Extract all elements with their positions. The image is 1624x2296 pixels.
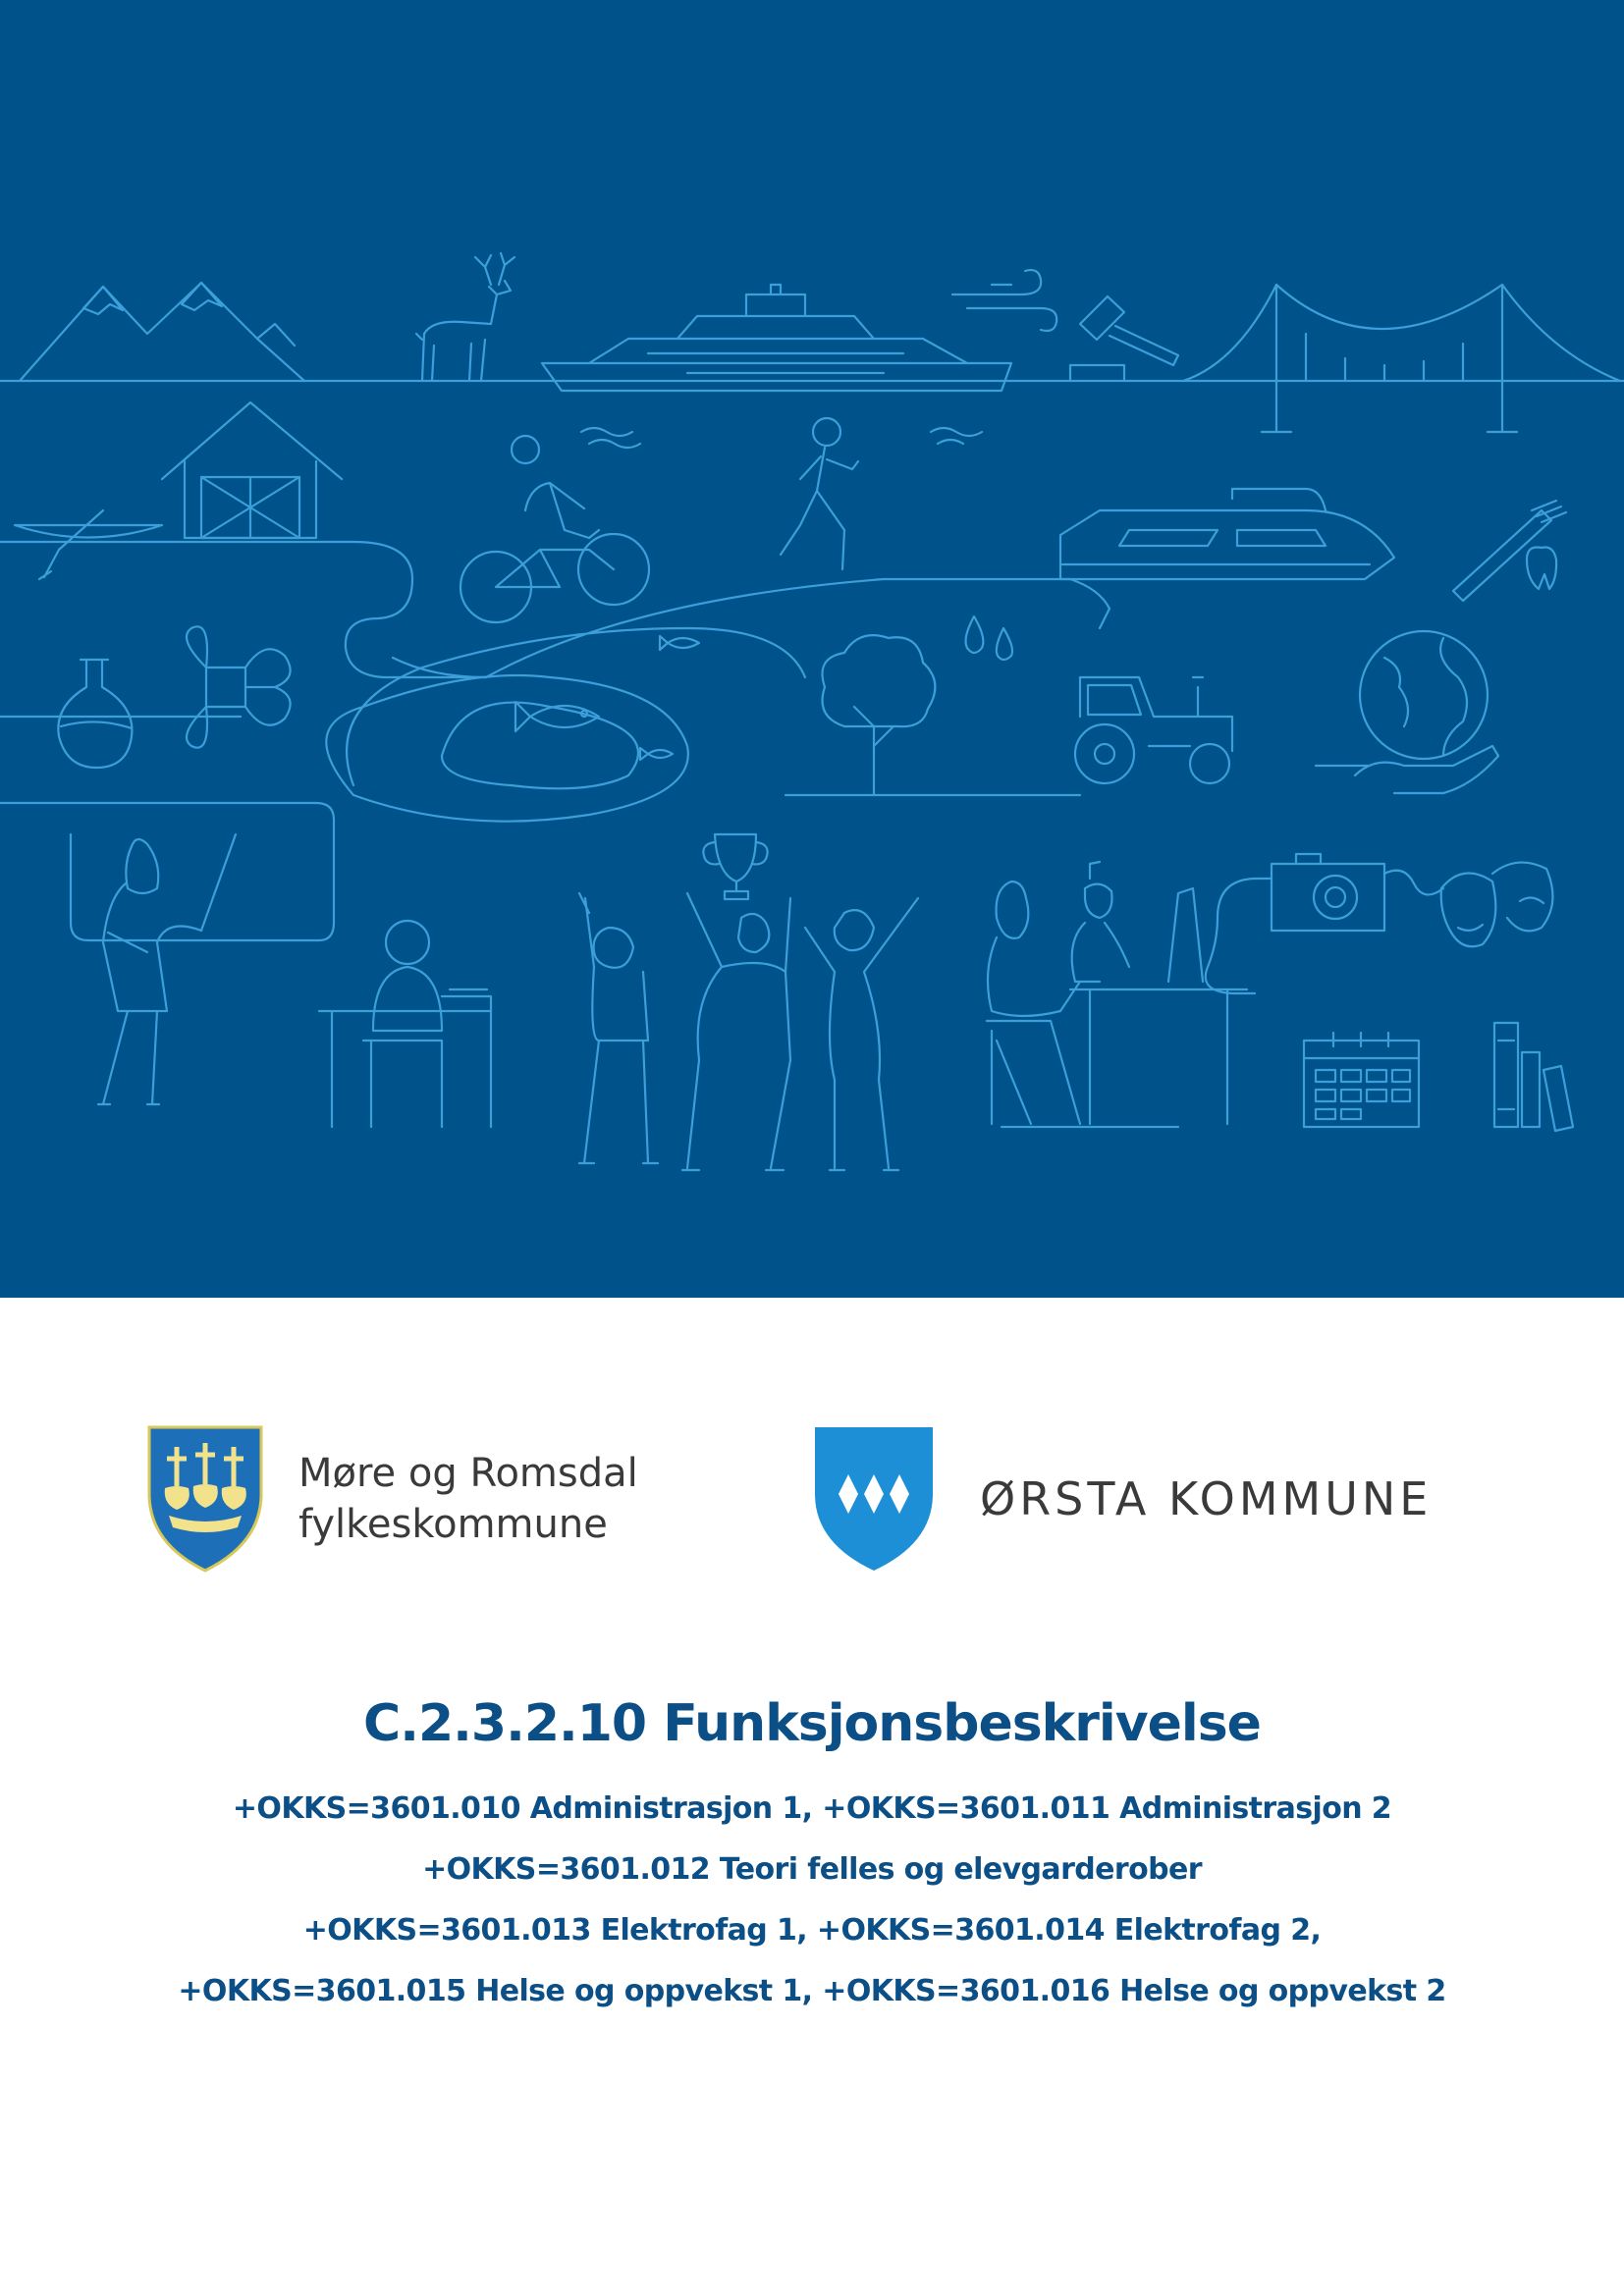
bridge-icon bbox=[1183, 285, 1620, 432]
office-workers-icon bbox=[987, 862, 1247, 1127]
cyclist-icon bbox=[460, 436, 649, 622]
runner-icon bbox=[781, 418, 858, 569]
coat-of-arms-diamonds-icon bbox=[813, 1425, 935, 1573]
teacher-icon bbox=[98, 834, 236, 1104]
subtitle-line: +OKKS=3601.013 Elektrofag 1, +OKKS=3601.014 Elektrofag 2, bbox=[302, 1913, 1322, 1948]
blackboard-icon bbox=[0, 803, 334, 940]
student-desk-icon bbox=[319, 921, 491, 1127]
deer-icon bbox=[416, 253, 514, 381]
gavel-icon bbox=[1070, 296, 1178, 381]
more-romsdal-line2: fylkeskommune bbox=[298, 1502, 608, 1547]
camera-icon bbox=[1206, 854, 1443, 993]
tree-icon bbox=[785, 635, 1080, 795]
celebrating-group-icon bbox=[579, 893, 918, 1170]
calendar-icon bbox=[1304, 1033, 1419, 1127]
speedboat-icon bbox=[1060, 489, 1394, 579]
waves-icon bbox=[581, 428, 982, 448]
water-drops-icon bbox=[966, 616, 1012, 660]
orsta-logo bbox=[813, 1425, 1432, 1573]
toothbrush-icon bbox=[1453, 501, 1566, 601]
coat-of-arms-crosses-icon bbox=[147, 1425, 263, 1573]
canoe-icon bbox=[15, 510, 162, 579]
theater-masks-icon bbox=[1441, 863, 1553, 947]
tractor-icon bbox=[1075, 677, 1232, 783]
more-romsdal-line1: Møre og Romsdal bbox=[298, 1451, 638, 1496]
trophy-icon bbox=[703, 834, 767, 899]
park-path bbox=[0, 579, 1110, 785]
subtitle-line: +OKKS=3601.012 Teori felles og elevgarderober bbox=[422, 1852, 1202, 1887]
fish-icon bbox=[515, 636, 699, 760]
orsta-name: ØRSTA KOMMUNE bbox=[980, 1472, 1433, 1525]
ferry-icon bbox=[542, 285, 1011, 391]
books-icon bbox=[1494, 1023, 1573, 1131]
subtitle-line: +OKKS=3601.010 Administrasjon 1, +OKKS=3601.011 Administrasjon 2 bbox=[232, 1791, 1392, 1826]
more-romsdal-logo bbox=[147, 1425, 638, 1573]
globe-in-hand-icon bbox=[1316, 631, 1498, 793]
mountains-icon bbox=[20, 283, 304, 381]
boathouse-icon bbox=[162, 402, 342, 538]
wind-icon bbox=[952, 270, 1056, 331]
document-titles bbox=[0, 1686, 1624, 2022]
lake-icon bbox=[326, 675, 688, 822]
flask-icon bbox=[58, 660, 132, 768]
page-title: C.2.3.2.10 Funksjonsbeskrivelse bbox=[363, 1694, 1261, 1753]
winding-path bbox=[0, 542, 486, 677]
subtitle-line: +OKKS=3601.015 Helse og oppvekst 1, +OKKS=3601.016 Helse og oppvekst 2 bbox=[178, 1974, 1446, 2008]
command-knot-icon bbox=[187, 626, 291, 747]
